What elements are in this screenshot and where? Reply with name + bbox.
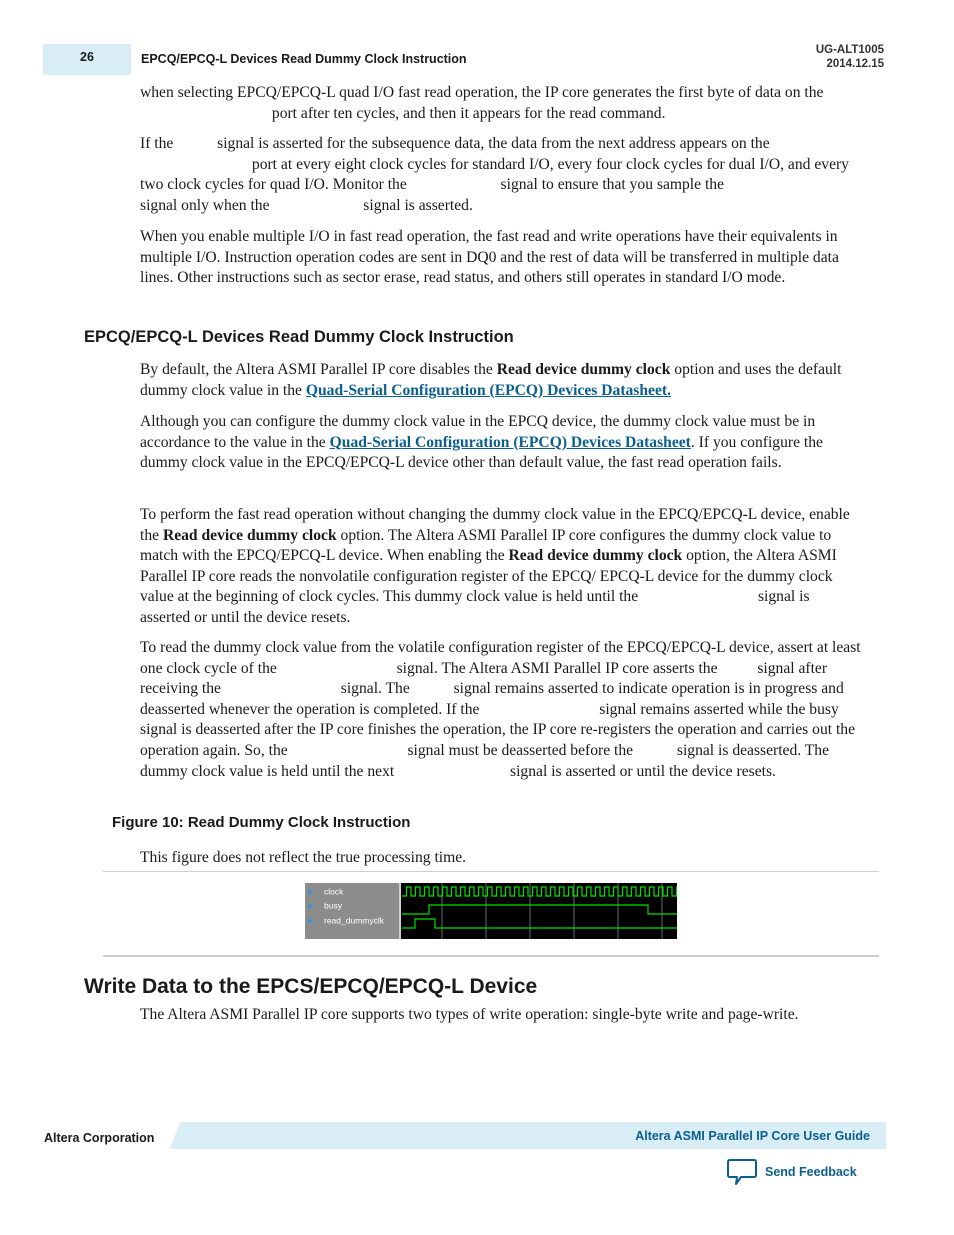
section-heading: Write Data to the EPCS/EPCQ/EPCQ-L Device (84, 975, 538, 998)
signal-label-busy: busy (324, 900, 342, 911)
doc-id: UG-ALT1005 (815, 44, 884, 56)
subsection-paragraph-4: To read the dummy clock value from the volatile configuration register of the EPCQ/EPCQ-L device, assert at least one clock cycle of the signal. The Altera ASMI Parallel IP core asserts the signal after receiving the signal. The signal remains asserted to indicate operation is in progress and deasserted whenever the operation is completed. If the signal remains asserted while the busy signal is deasserted after the IP core finishes the operation, the IP core re-registers the operation and carries out the operation again. So, the signal must be deasserted before the signal is deasserted. The dummy clock value is held until the next signal is asserted or until the device resets. (140, 639, 861, 780)
figure-note: This figure does not reflect the true processing time. (140, 849, 467, 866)
signal-name-panel (305, 883, 399, 939)
figure-bottom-rule (103, 955, 879, 957)
feedback-bubble-icon (727, 1158, 757, 1186)
subsection-paragraph-3: To perform the fast read operation without changing the dummy clock value in the EPCQ/EPCQ-L device, enable the Read device dummy clock option. The Altera ASMI Parallel IP core configures the dummy clock value to match with the EPCQ/EPCQ-L device. When enabling the Read device dummy clock option, the Altera ASMI Parallel IP core reads the nonvolatile configuration register of the EPCQ/ EPCQ-L device for the dummy clock value at the beginning of clock cycles. This dummy clock value is held until the signal is asserted or until the device resets. (140, 506, 850, 626)
signal-label-clock: clock (324, 886, 344, 897)
epcq-datasheet-link-2[interactable]: Quad-Serial Configuration (EPCQ) Devices Datasheet (329, 433, 691, 451)
send-feedback-link[interactable] (727, 1157, 857, 1187)
figure-caption: Figure 10: Read Dummy Clock Instruction (112, 814, 411, 831)
send-feedback-label: Send Feedback (765, 1165, 857, 1179)
waveform-figure (305, 883, 677, 939)
epcq-datasheet-link[interactable]: Quad-Serial Configuration (EPCQ) Devices Datasheet. (305, 381, 671, 399)
figure-top-rule (103, 871, 879, 872)
intro-paragraph-3: When you enable multiple I/O in fast read operation, the fast read and write operations have their equivalents in multiple I/O. Instruction operation codes are sent in DQ0 and the rest of data will be transferred in multiple data lines. Other instructions such as sector erase, read status, and others still operates in standard I/O mode. (140, 228, 839, 287)
footer-company: Altera Corporation (44, 1131, 155, 1145)
intro-paragraph-1: when selecting EPCQ/EPCQ-L quad I/O fast read operation, the IP core generates the first byte of data on the port after ten cycles, and then it appears for the read command. (140, 84, 824, 122)
subsection-paragraph-2: Although you can configure the dummy clock value in the EPCQ device, the dummy clock value must be in accordance to the value in the Quad-Serial Configuration (EPCQ) Devices Datasheet. If you configure the dummy clock value in the EPCQ/EPCQ-L device other than default value, the fast read operation fails. (140, 413, 823, 472)
page-number: 26 (80, 50, 94, 64)
signal-label-read-dummyclk: read_dummyclk (324, 915, 384, 926)
header-doc-info (816, 43, 884, 71)
section-paragraph-1: The Altera ASMI Parallel IP core supports two types of write operation: single-byte write and page-write. (140, 1006, 799, 1023)
subsection-paragraph-1: By default, the Altera ASMI Parallel IP core disables the Read device dummy clock option and uses the default dummy clock value in the Quad-Serial Configuration (EPCQ) Devices Datasheet. (140, 361, 842, 399)
footer-guide-title: Altera ASMI Parallel IP Core User Guide (635, 1129, 870, 1143)
intro-paragraph-2: If the signal is asserted for the subsequence data, the data from the next address appears on the port at every eight clock cycles for standard I/O, every four clock cycles for dual I/O, and every two clock cycles for quad I/O. Monitor the signal to ensure that you sample the signal only when the signal is asserted. (140, 135, 849, 214)
header-section-title: EPCQ/EPCQ-L Devices Read Dummy Clock Instruction (141, 52, 467, 66)
footer-band-edge (170, 1122, 180, 1149)
panel-divider (399, 883, 401, 939)
subsection-heading: EPCQ/EPCQ-L Devices Read Dummy Clock Instruction (84, 328, 514, 346)
doc-date: 2014.12.15 (826, 58, 884, 70)
